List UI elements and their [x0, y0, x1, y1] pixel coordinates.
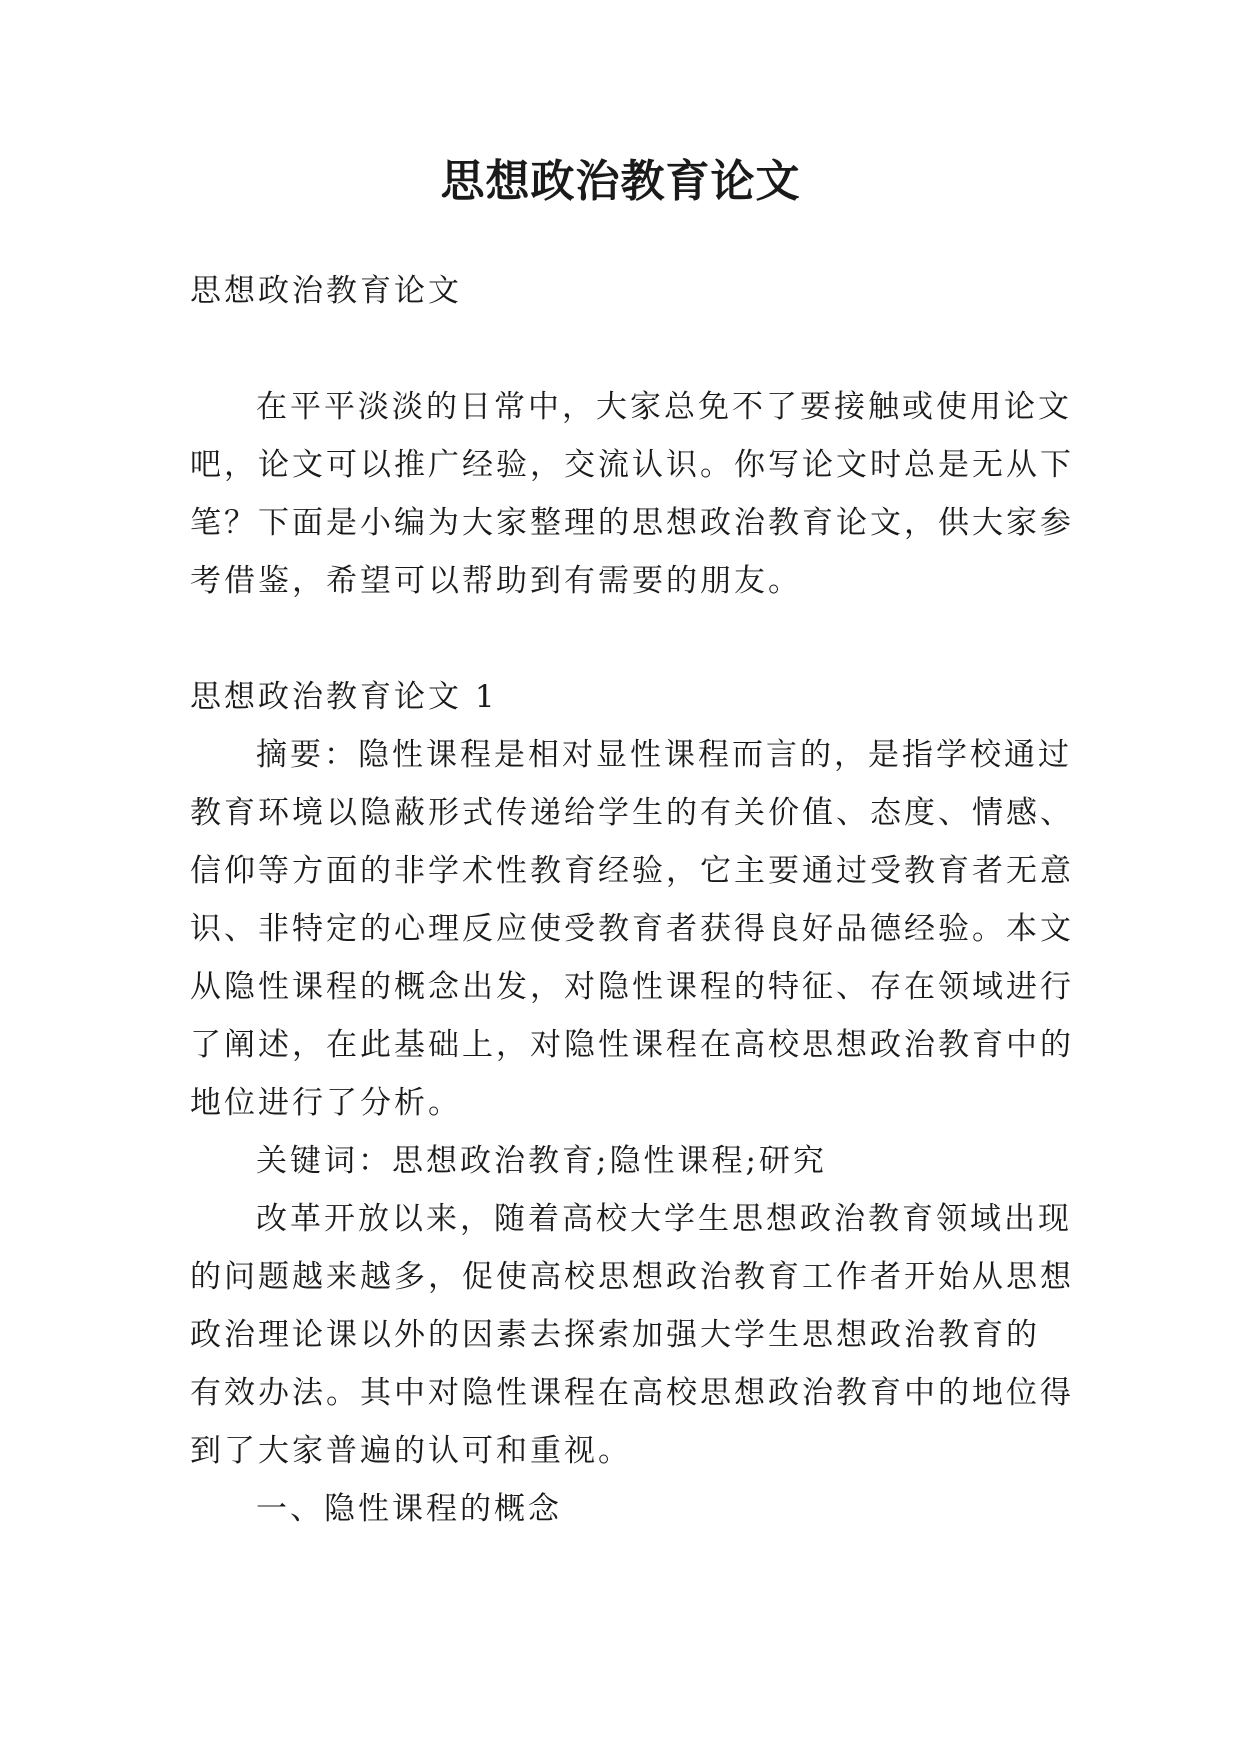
subheading: 一、隐性课程的概念: [256, 1491, 562, 1527]
paragraph-line: 信仰等方面的非学术性教育经验，它主要通过受教育者无意: [190, 853, 1074, 889]
paragraph-line: 了阐述，在此基础上，对隐性课程在高校思想政治教育中的: [190, 1027, 1074, 1063]
abstract-paragraph: [190, 726, 1074, 1132]
paragraph-line: 从隐性课程的概念出发，对隐性课程的特征、存在领域进行: [190, 969, 1074, 1005]
section-heading: 思想政治教育论文 1: [190, 679, 498, 715]
paragraph-line: 笔？下面是小编为大家整理的思想政治教育论文，供大家参: [190, 505, 1074, 541]
paragraph-line: 吧，论文可以推广经验，交流认识。你写论文时总是无从下: [190, 447, 1074, 483]
paragraph-gap: [190, 320, 1070, 378]
paragraph-line: 在平平淡淡的日常中，大家总免不了要接触或使用论文: [256, 389, 1072, 425]
paragraph-gap: [190, 610, 1070, 668]
paragraph-line: 的问题越来越多，促使高校思想政治教育工作者开始从思想: [190, 1259, 1074, 1295]
intro-paragraph: [190, 378, 1074, 610]
paragraph-line: 地位进行了分析。: [190, 1085, 462, 1121]
paragraph-line: 识、非特定的心理反应使受教育者获得良好品德经验。本文: [190, 911, 1074, 947]
paragraph-line: 摘要：隐性课程是相对显性课程而言的，是指学校通过: [256, 737, 1072, 773]
paragraph-line: 改革开放以来，随着高校大学生思想政治教育领域出现: [256, 1201, 1072, 1237]
paragraph-line: 到了大家普遍的认可和重视。: [190, 1433, 632, 1469]
paragraph-line: 考借鉴，希望可以帮助到有需要的朋友。: [190, 563, 802, 599]
paragraph-line: 教育环境以隐蔽形式传递给学生的有关价值、态度、情感、: [190, 795, 1074, 831]
document-subtitle: 思想政治教育论文: [190, 273, 462, 309]
body-paragraph: [190, 1190, 1074, 1480]
document-body: [190, 262, 1074, 1538]
paragraph-line: 政治理论课以外的因素去探索加强大学生思想政治教育的: [190, 1317, 1040, 1353]
document-title: 思想政治教育论文: [440, 156, 801, 207]
paragraph-line: 有效办法。其中对隐性课程在高校思想政治教育中的地位得: [190, 1375, 1074, 1411]
keywords-line: 关键词：思想政治教育;隐性课程;研究: [256, 1143, 827, 1179]
